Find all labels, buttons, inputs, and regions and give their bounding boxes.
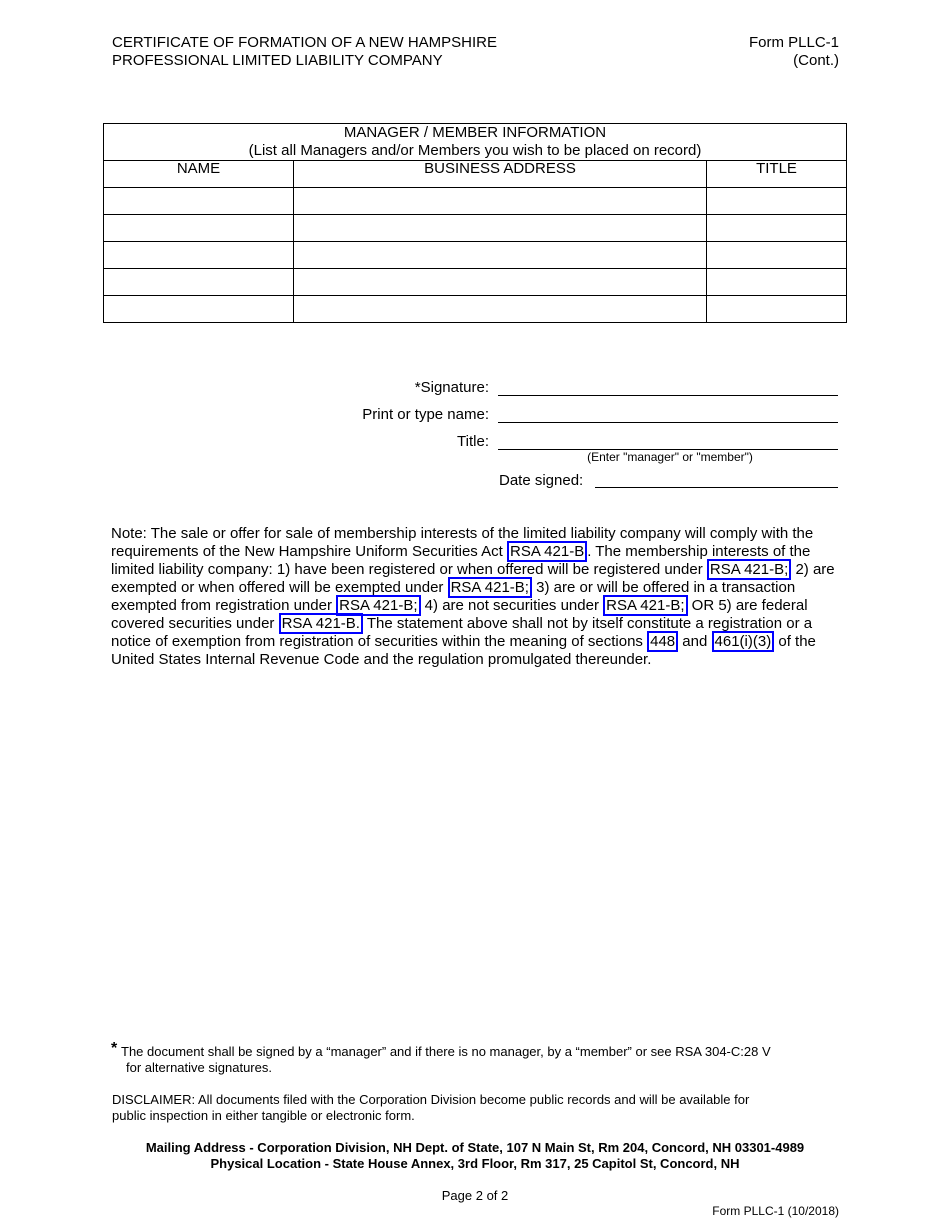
address-cell[interactable] (294, 269, 707, 296)
table-row (104, 215, 847, 242)
name-cell[interactable] (104, 215, 294, 242)
rsa-421b-link[interactable]: RSA 421-B. (279, 613, 363, 634)
name-cell[interactable] (104, 242, 294, 269)
disclaimer-line-1: DISCLAIMER: All documents filed with the Corporation Division become public records and will be available for (112, 1092, 750, 1107)
title-cell[interactable] (707, 269, 847, 296)
rsa-421b-link[interactable]: RSA 421-B; (603, 595, 687, 616)
rsa-421b-link[interactable]: RSA 421-B; (448, 577, 532, 598)
name-cell[interactable] (104, 296, 294, 323)
column-header-address: BUSINESS ADDRESS (294, 161, 707, 188)
manager-member-table (103, 123, 847, 323)
note-text: Note: The sale or offer for sale of membership interests of the limited liability company will comply with the requirements of the New Hampshire Uniform Securities Act (111, 525, 814, 560)
signer-note (121, 1044, 841, 1076)
signature-label: *Signature: (414, 379, 489, 396)
table-row (104, 269, 847, 296)
note-text: The statement above shall not by itself constitute a registration or a notice of exemption from registration of securities within the meaning of sections (111, 615, 813, 650)
title-line-1: CERTIFICATE OF FORMATION OF A NEW HAMPSHIRE (112, 34, 498, 51)
rsa-421b-link[interactable]: RSA 421-B; (707, 559, 791, 580)
note-text: and (678, 633, 712, 650)
note-text: of the United States Internal Revenue Code and the regulation promulgated thereunder. (111, 633, 816, 668)
date-signed-label: Date signed: (499, 472, 584, 489)
cont-label: (Cont.) (793, 52, 839, 69)
irc-461-link[interactable]: 461(i)(3) (712, 631, 775, 652)
rsa-421b-link[interactable]: RSA 421-B; (336, 595, 420, 616)
signer-note-line-1: The document shall be signed by a “manager” and if there is no manager, by a “member” or see RSA 304-C:28 V (121, 1044, 771, 1059)
form-revision: Form PLLC-1 (10/2018) (712, 1204, 839, 1218)
asterisk-mark: * (111, 1040, 118, 1057)
table-caption (104, 124, 847, 161)
note-text: . The membership interests of the limited liability company: 1) have been registered or when offered will be registered under (111, 543, 811, 578)
title-label: Title: (457, 433, 489, 450)
column-header-title: TITLE (707, 161, 847, 188)
table-row (104, 242, 847, 269)
form-id-block (749, 34, 839, 70)
note-text: OR 5) are federal covered securities under (111, 597, 808, 632)
mailing-address: Mailing Address - Corporation Division, NH Dept. of State, 107 N Main St, Rm 204, Concord, NH 03301-4989 (145, 1140, 805, 1155)
form-id: Form PLLC-1 (748, 34, 839, 51)
date-signed-field[interactable] (595, 487, 838, 488)
signature-field[interactable] (498, 395, 838, 396)
print-name-field[interactable] (498, 422, 838, 423)
signer-note-line-2: for alternative signatures. (126, 1060, 272, 1075)
page-number: Page 2 of 2 (441, 1188, 509, 1203)
title-cell[interactable] (707, 215, 847, 242)
title-cell[interactable] (707, 188, 847, 215)
securities-note (111, 525, 839, 669)
title-cell[interactable] (707, 242, 847, 269)
print-name-label: Print or type name: (362, 406, 489, 423)
document-title (112, 34, 497, 70)
physical-location: Physical Location - State House Annex, 3rd Floor, Rm 317, 25 Capitol St, Concord, NH (210, 1156, 740, 1171)
note-text: 3) are or will be offered in a transaction exempted from registration under (111, 579, 796, 614)
note-text: 4) are not securities under (420, 597, 604, 614)
address-cell[interactable] (294, 215, 707, 242)
title-line-2: PROFESSIONAL LIMITED LIABILITY COMPANY (112, 52, 443, 69)
table-subtitle: (List all Managers and/or Members you wish to be placed on record) (248, 142, 702, 159)
table-row (104, 296, 847, 323)
table-title: MANAGER / MEMBER INFORMATION (343, 124, 607, 141)
column-header-name: NAME (104, 161, 294, 188)
name-cell[interactable] (104, 188, 294, 215)
name-cell[interactable] (104, 269, 294, 296)
note-text: 2) are exempted or when offered will be exempted under (111, 561, 835, 596)
title-hint: (Enter "manager" or "member") (587, 450, 753, 464)
title-cell[interactable] (707, 296, 847, 323)
address-cell[interactable] (294, 188, 707, 215)
address-cell[interactable] (294, 296, 707, 323)
disclaimer-line-2: public inspection in either tangible or electronic form. (112, 1108, 415, 1123)
table-row (104, 188, 847, 215)
rsa-421b-link[interactable]: RSA 421-B (507, 541, 587, 562)
address-cell[interactable] (294, 242, 707, 269)
irc-448-link[interactable]: 448 (647, 631, 678, 652)
disclaimer (112, 1092, 842, 1124)
